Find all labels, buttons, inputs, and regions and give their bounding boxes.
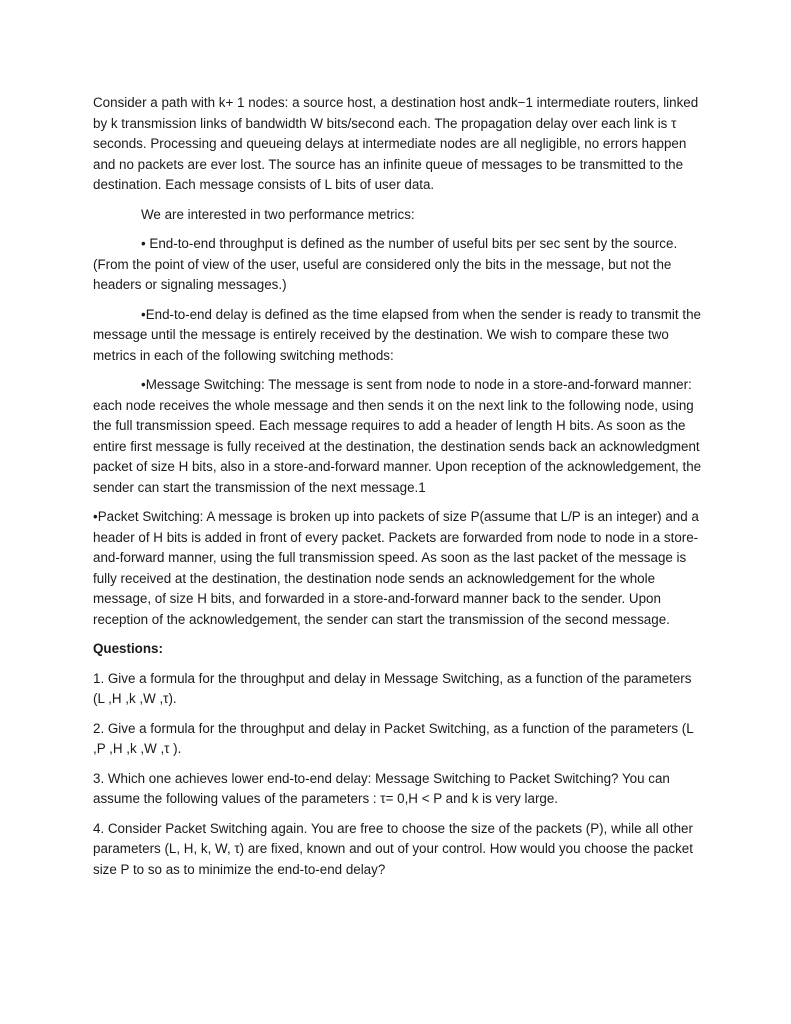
questions-heading: Questions: (93, 641, 163, 656)
packet-switching-paragraph: •Packet Switching: A message is broken up into packets of size P(assume that L/P is an integer) and a header of H bits is added in front of every packet. Packets are forwarded from node to node in a store-and-forward manner, using the full transmission speed. As soon as the last packet of the message is fully received at the destination, the destination node sends an acknowledgement for the whole message, of size H bits, and forwarded in a store-and-forward manner back to the sender. Upon reception of the acknowledgement, the sender can start the transmission of the second message. (93, 509, 699, 627)
question-item: 3. Which one achieves lower end-to-end delay: Message Switching to Packet Switching? You can assume the following values of the parameters : τ= 0,H < P and k is very large. (93, 770, 670, 806)
throughput-definition: • End-to-end throughput is defined as the number of useful bits per sec sent by the source. (From the point of view of the user, useful are considered only the bits in the message, but not the headers or signaling messages.) (93, 236, 678, 292)
metrics-intro-paragraph: We are interested in two performance metrics: (141, 206, 415, 222)
message-switching-paragraph: •Message Switching: The message is sent from node to node in a store-and-forward manner: each node receives the whole message and then sends it on the next link to the following node, using the full transmission speed. Each message requires to add a header of length H bits. As soon as the entire first message is fully received at the destination, the destination sends back an acknowledgment packet of size H bits, also in a store-and-forward manner. Upon reception of the acknowledgement, the sender can start the transmission of the next message.1 (93, 377, 702, 495)
question-item: 4. Consider Packet Switching again. You are free to choose the size of the packets (P), while all other parameters (L, H, k, W, τ) are fixed, known and out of your control. How would you choose the packet size P to so as to minimize the end-to-end delay? (93, 820, 693, 877)
question-item: 1. Give a formula for the throughput and delay in Message Switching, as a function of the parameters (L ,H ,k ,W ,τ). (93, 670, 692, 706)
intro-paragraph: Consider a path with k+ 1 nodes: a source host, a destination host andk−1 intermediate routers, linked by k transmission links of bandwidth W bits/second each. The propagation delay over each link is τ seconds. Processing and queueing delays at intermediate nodes are all negligible, no errors happen and no packets are ever lost. The source has an infinite queue of messages to be transmitted to the destination. Each message consists of L bits of user data. (93, 95, 699, 192)
question-item: 2. Give a formula for the throughput and delay in Packet Switching, as a function of the parameters (L ,P ,H ,k ,W ,τ ). (93, 720, 694, 756)
document-page (93, 93, 703, 889)
delay-definition: •End-to-end delay is defined as the time elapsed from when the sender is ready to transmit the message until the message is entirely received by the destination. We wish to compare these two metrics in each of the following switching methods: (93, 306, 701, 363)
